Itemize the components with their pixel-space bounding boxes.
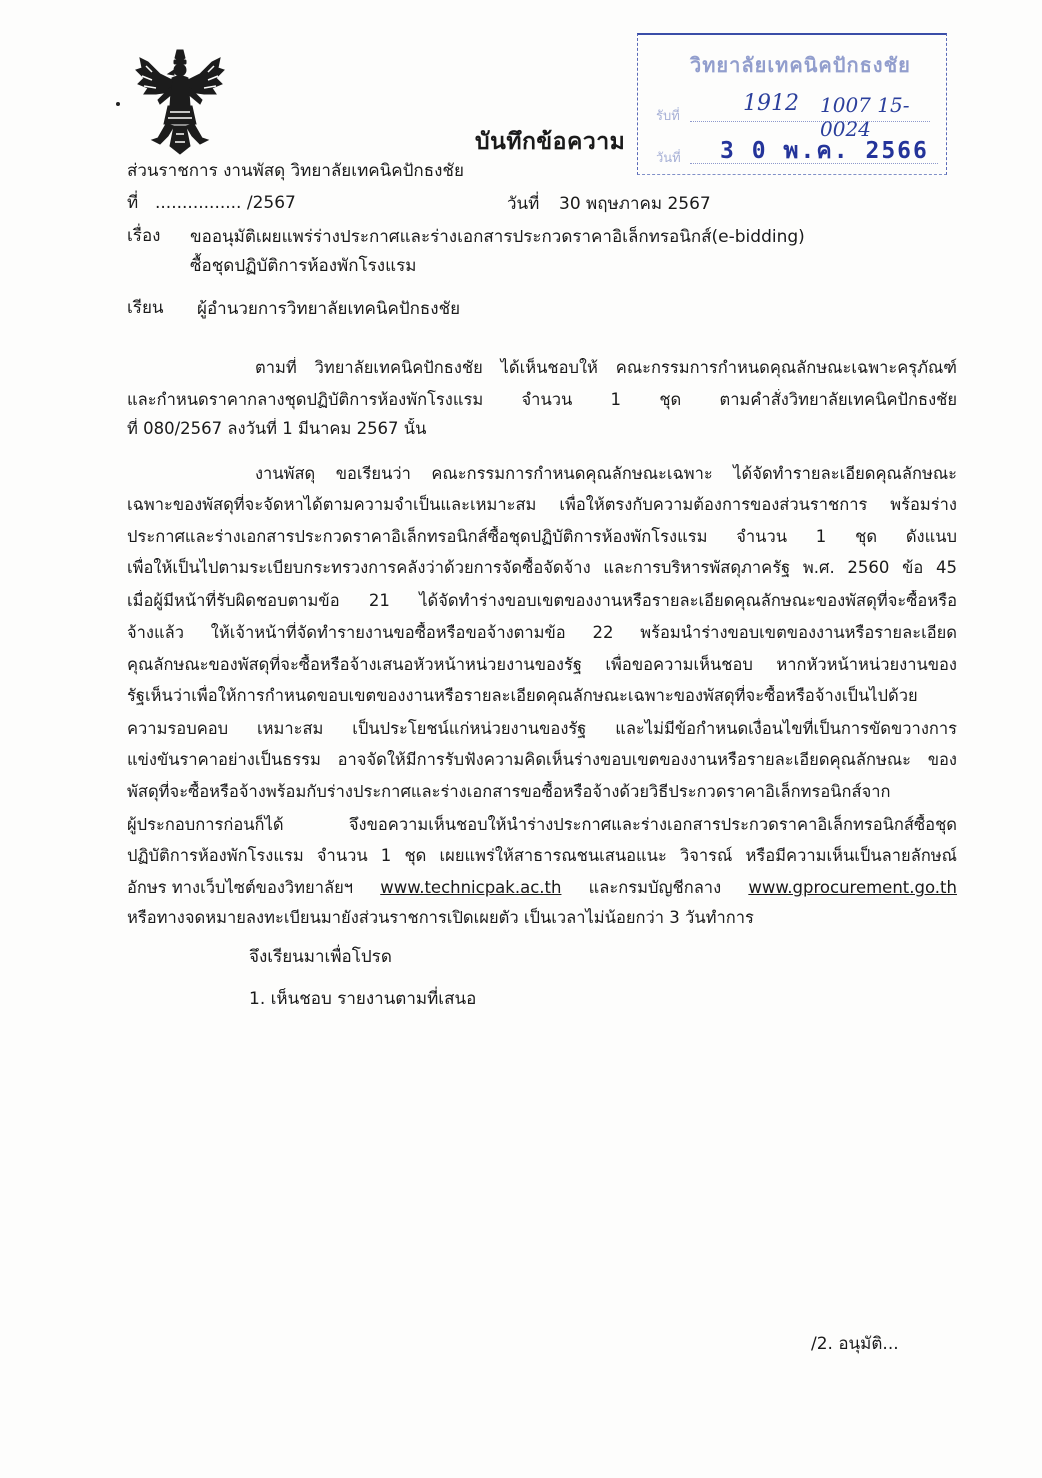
date-value: 30 พฤษภาคม 2567 xyxy=(559,194,711,214)
paragraph-2-line: เพื่อให้เป็นไปตามระเบียบกระทรวงการคลังว่าด้วยการจัดซื้อจัดจ้าง และการบริหารพัสดุภาครัฐ พ.ศ. 2560 ข้อ 45 xyxy=(127,558,957,577)
ref-value: ................ /2567 xyxy=(155,193,296,213)
department-line: ส่วนราชการ งานพัสดุ วิทยาลัยเทคนิคปักธงชัย xyxy=(127,161,464,181)
links-line-prefix: อักษร ทางเว็บไซต์ของวิทยาลัยฯ xyxy=(127,878,354,897)
to-value: ผู้อำนวยการวิทยาลัยเทคนิคปักธงชัย xyxy=(197,299,461,319)
paragraph-2-line: คุณลักษณะของพัสดุที่จะซื้อหรือจ้างเสนอหัวหน้าหน่วยงานของรัฐ เพื่อขอความเห็นชอบ หากหัวหน้าหน่วยงานของ xyxy=(127,655,957,674)
links-line-middle: และกรมบัญชีกลาง xyxy=(588,878,722,897)
paragraph-1-line: และกำหนดราคากลางชุดปฏิบัติการห้องพักโรงแรม จำนวน 1 ชุด ตามคำสั่งวิทยาลัยเทคนิคปักธงชัย xyxy=(127,390,957,409)
paragraph-2-line: งานพัสดุ ขอเรียนว่า คณะกรรมการกำหนดคุณลักษณะเฉพาะ ได้จัดทำรายละเอียดคุณลักษณะ xyxy=(255,464,957,483)
ref-label: ที่ xyxy=(127,193,139,213)
stamp-received-no: 1912 xyxy=(743,91,799,116)
paragraph-2-line: ความรอบคอบ เหมาะสม เป็นประโยชน์แก่หน่วยงานของรัฐ และไม่มีข้อกำหนดเงื่อนไขที่เป็นการขัดขวางการ xyxy=(127,719,957,738)
paragraph-2-line: เมื่อผู้มีหน้าที่รับผิดชอบตามข้อ 21 ได้จัดทำร่างขอบเขตของงานหรือรายละเอียดคุณลักษณะของพัสดุที่จะซื้อหรือ xyxy=(127,591,957,610)
paragraph-1-line: ตามที่ วิทยาลัยเทคนิคปักธงชัย ได้เห็นชอบให้ คณะกรรมการกำหนดคุณลักษณะเฉพาะครุภัณฑ์ xyxy=(255,358,957,377)
paragraph-2-last-line: หรือทางจดหมายลงทะเบียนมายังส่วนราชการเปิดเผยตัว เป็นเวลาไม่น้อยกว่า 3 วันทำการ xyxy=(127,908,754,927)
stamp-handwritten-note: 1007 15-0024 xyxy=(820,93,910,141)
date-label: วันที่ xyxy=(507,194,540,214)
paragraph-2-line: ประกาศและร่างเอกสารประกวดราคาอิเล็กทรอนิกส์ซื้อชุดปฏิบัติการห้องพักโรงแรม จำนวน 1 ชุด ดังแนบ xyxy=(127,527,957,546)
paragraph-2-line: พัสดุที่จะซื้อหรือจ้างพร้อมกับร่างประกาศและร่างเอกสารขอซื้อหรือจ้างด้วยวิธีประกวดราคาอิเล็กทรอนิกส์จาก xyxy=(127,782,891,801)
item-1: 1. เห็นชอบ รายงานตามที่เสนอ xyxy=(249,989,477,1009)
subject-line-1: ขออนุมัติเผยแพร่ร่างประกาศและร่างเอกสารประกวดราคาอิเล็กทรอนิกส์(e-bidding) xyxy=(190,227,805,247)
paragraph-2-links-line xyxy=(127,877,957,899)
paragraph-2-line: ปฏิบัติการห้องพักโรงแรม จำนวน 1 ชุด เผยแพร่ให้สาธารณชนเสนอแนะ วิจารณ์ หรือมีความเห็นเป็นลายลักษณ์ xyxy=(127,846,957,865)
paragraph-2-line: จ้างแล้ว ให้เจ้าหน้าที่จัดทำรายงานขอซื้อหรือขอจ้างตามข้อ 22 พร้อมนำร่างขอบเขตของงานหรือรายละเอียด xyxy=(127,623,957,642)
subject-label: เรื่อง xyxy=(127,226,161,246)
subject-line-2: ซื้อชุดปฏิบัติการห้องพักโรงแรม xyxy=(190,256,417,276)
closing-line: จึงเรียนมาเพื่อโปรด xyxy=(249,947,392,967)
stamp-date-label: วันที่ xyxy=(656,151,681,166)
stamp-organization: วิทยาลัยเทคนิคปักธงชัย xyxy=(690,53,911,77)
received-stamp xyxy=(637,33,947,175)
stamp-received-no-label: รับที่ xyxy=(656,109,680,124)
paragraph-1-line: ที่ 080/2567 ลงวันที่ 1 มีนาคม 2567 นั้น xyxy=(127,419,427,438)
paragraph-2-line: รัฐเห็นว่าเพื่อให้การกำหนดขอบเขตของงานหรือรายละเอียดคุณลักษณะเฉพาะของพัสดุที่จะซื้อหรือจ้างเป็นไปด้วย xyxy=(127,686,918,705)
continued-marker: /2. อนุมัติ... xyxy=(811,1334,899,1354)
gprocurement-link[interactable]: www.gprocurement.go.th xyxy=(748,878,957,897)
to-label: เรียน xyxy=(127,298,164,318)
garuda-emblem-icon xyxy=(130,48,230,156)
paragraph-2-line: ผู้ประกอบการก่อนก็ได้ จึงขอความเห็นชอบให้นำร่างประกาศและร่างเอกสารประกวดราคาอิเล็กทรอนิกส์ซื้อชุด xyxy=(127,815,957,834)
stamp-date: 3 0 พ.ค. 2566 xyxy=(720,138,929,164)
technicpak-link[interactable]: www.technicpak.ac.th xyxy=(380,878,562,897)
paragraph-2-line: แข่งขันราคาอย่างเป็นธรรม อาจจัดให้มีการรับฟังความคิดเห็นร่างขอบเขตของงานหรือรายละเอียดคุณลักษณะ ของ xyxy=(127,750,957,769)
page-title: บันทึกข้อความ xyxy=(475,129,626,155)
paragraph-2-line: เฉพาะของพัสดุที่จะจัดหาได้ตามความจำเป็นและเหมาะสม เพื่อให้ตรงกับความต้องการของส่วนราชการ พร้อมร่าง xyxy=(127,495,957,514)
ink-dot xyxy=(116,102,120,106)
